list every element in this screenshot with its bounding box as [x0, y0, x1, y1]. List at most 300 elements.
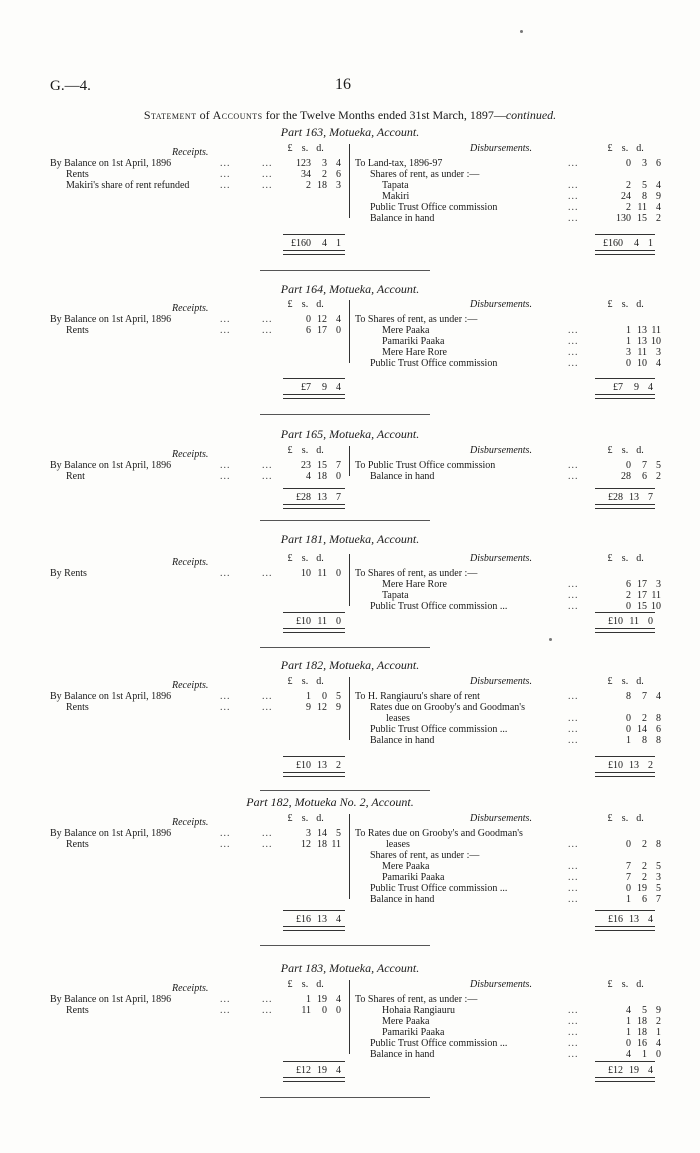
- disbursements-total-s: 13: [629, 760, 639, 771]
- disbursement-amount-d: 9: [656, 191, 661, 202]
- receipt-amount: [283, 325, 341, 336]
- receipt-leader: ...: [262, 691, 273, 702]
- receipts-subtotal-rule: [283, 612, 345, 613]
- account-name: Motueka, Account.: [329, 282, 420, 296]
- disbursement-leader: ...: [568, 724, 579, 735]
- receipt-line: By Rents: [50, 568, 87, 579]
- receipt-leader: ...: [220, 994, 231, 1005]
- receipts-total-rule: [283, 394, 345, 399]
- receipts-label: Receipts.: [172, 983, 209, 994]
- receipt-leader: ...: [262, 994, 273, 1005]
- disbursements-total: [595, 238, 653, 249]
- disbursement-line: Balance in hand: [370, 213, 435, 224]
- disbursement-amount-l: 0: [626, 1038, 631, 1049]
- disbursement-amount: [603, 861, 661, 872]
- disbursement-amount: [603, 713, 661, 724]
- receipts-total-s: 9: [322, 382, 327, 393]
- account-heading: [0, 963, 700, 974]
- receipt-amount-s: 0: [322, 1005, 327, 1016]
- receipts-total-d: 4: [336, 1065, 341, 1076]
- unit-pence: d.: [316, 143, 324, 154]
- disbursements-total: [595, 760, 653, 771]
- account-separator: [260, 1097, 430, 1098]
- disbursements-total-s: 19: [629, 1065, 639, 1076]
- disbursement-leader: ...: [568, 691, 579, 702]
- account-part: Part 182,: [246, 795, 292, 809]
- receipt-line: Rents: [66, 1005, 89, 1016]
- disbursement-line: Mere Paaka: [382, 325, 430, 336]
- column-divider: [349, 554, 350, 606]
- receipt-leader: ...: [220, 169, 231, 180]
- receipts-units: [283, 445, 327, 456]
- receipt-leader: ...: [262, 568, 273, 579]
- disbursements-units: [603, 813, 647, 824]
- receipt-amount-l: 1: [306, 994, 311, 1005]
- disbursement-line: Public Trust Office commission: [370, 358, 498, 369]
- disbursement-amount-d: 3: [656, 347, 661, 358]
- disbursement-line: Shares of rent, as under :—: [370, 850, 480, 861]
- receipts-subtotal-rule: [283, 910, 345, 911]
- unit-shilling: s.: [301, 445, 309, 456]
- receipts-units: [283, 813, 327, 824]
- receipt-leader: ...: [262, 828, 273, 839]
- disbursement-line: Public Trust Office commission ...: [370, 883, 508, 894]
- unit-pound: £: [607, 676, 613, 687]
- column-divider: [349, 446, 350, 476]
- disbursement-amount-s: 2: [642, 872, 647, 883]
- disbursement-amount-l: 4: [626, 1049, 631, 1060]
- disbursement-amount-s: 16: [637, 1038, 647, 1049]
- disbursement-amount-d: 8: [656, 839, 661, 850]
- receipt-amount-s: 18: [317, 471, 327, 482]
- receipts-total-d: 4: [336, 382, 341, 393]
- receipts-subtotal-rule: [283, 378, 345, 379]
- receipts-total-l: £7: [301, 382, 311, 393]
- disbursement-amount-l: 7: [626, 861, 631, 872]
- disbursements-label: Disbursements.: [470, 676, 532, 687]
- disbursement-amount: [603, 1027, 661, 1038]
- receipts-label: Receipts.: [172, 557, 209, 568]
- receipt-line: Rents: [66, 325, 89, 336]
- receipt-amount-s: 19: [317, 994, 327, 1005]
- receipts-subtotal-rule: [283, 756, 345, 757]
- disbursement-amount-l: 0: [626, 883, 631, 894]
- disbursements-total-rule: [595, 394, 655, 399]
- disbursements-subtotal-rule: [595, 910, 655, 911]
- account-heading: [0, 127, 700, 138]
- receipts-total-l: £10: [296, 760, 311, 771]
- receipt-amount: [283, 158, 341, 169]
- disbursement-line: Mere Paaka: [382, 861, 430, 872]
- disbursement-amount-s: 11: [637, 347, 647, 358]
- disbursement-amount: [603, 894, 661, 905]
- disbursement-line: Makiri: [382, 191, 410, 202]
- receipt-line: By Balance on 1st April, 1896: [50, 828, 172, 839]
- title-of: of: [199, 108, 210, 122]
- receipt-leader: ...: [262, 1005, 273, 1016]
- receipt-amount-s: 0: [322, 691, 327, 702]
- receipt-amount-l: 0: [306, 314, 311, 325]
- receipt-line: By Balance on 1st April, 1896: [50, 314, 172, 325]
- disbursement-amount: [603, 1038, 661, 1049]
- account-separator: [260, 414, 430, 415]
- disbursement-line: Public Trust Office commission ...: [370, 601, 508, 612]
- disbursements-total-rule: [595, 926, 655, 931]
- receipts-total: [283, 760, 341, 771]
- disbursement-amount-d: 11: [651, 590, 661, 601]
- disbursement-line: Balance in hand: [370, 894, 435, 905]
- disbursement-amount: [603, 1016, 661, 1027]
- unit-shilling: s.: [301, 299, 309, 310]
- disbursements-total-s: 9: [634, 382, 639, 393]
- disbursements-subtotal-rule: [595, 378, 655, 379]
- unit-pence: d.: [636, 299, 644, 310]
- receipt-amount-d: 0: [336, 568, 341, 579]
- disbursement-amount-s: 15: [637, 601, 647, 612]
- receipt-amount-l: 12: [301, 839, 311, 850]
- disbursement-amount: [603, 358, 661, 369]
- disbursement-leader: ...: [568, 325, 579, 336]
- unit-pence: d.: [636, 676, 644, 687]
- account-part: Part 183,: [280, 961, 327, 975]
- unit-pound: £: [607, 299, 613, 310]
- disbursements-total-s: 11: [629, 616, 639, 627]
- disbursement-amount-d: 3: [656, 872, 661, 883]
- unit-pound: £: [287, 813, 293, 824]
- receipts-total: [283, 1065, 341, 1076]
- disbursement-amount-s: 19: [637, 883, 647, 894]
- disbursements-total-rule: [595, 772, 655, 777]
- disbursement-amount-l: 0: [626, 158, 631, 169]
- disbursement-amount: [603, 735, 661, 746]
- disbursements-label: Disbursements.: [470, 979, 532, 990]
- unit-pence: d.: [316, 676, 324, 687]
- receipts-total-rule: [283, 772, 345, 777]
- receipt-line: Rents: [66, 169, 89, 180]
- disbursement-amount: [603, 191, 661, 202]
- receipts-total-l: £10: [296, 616, 311, 627]
- account-heading: [0, 284, 700, 295]
- unit-pence: d.: [636, 553, 644, 564]
- disbursement-amount-s: 8: [642, 735, 647, 746]
- unit-pound: £: [607, 143, 613, 154]
- disbursements-total-l: £28: [608, 492, 623, 503]
- disbursement-amount-s: 1: [642, 1049, 647, 1060]
- receipt-leader: ...: [262, 158, 273, 169]
- receipt-leader: ...: [262, 702, 273, 713]
- disbursement-line: Mere Hare Rore: [382, 579, 447, 590]
- disbursements-units: [603, 445, 647, 456]
- unit-pound: £: [607, 813, 613, 824]
- disbursement-amount-s: 18: [637, 1027, 647, 1038]
- disbursement-amount-l: 28: [621, 471, 631, 482]
- receipt-amount-l: 6: [306, 325, 311, 336]
- title-accounts: Accounts: [212, 108, 263, 122]
- receipts-subtotal-rule: [283, 488, 345, 489]
- disbursements-total: [595, 382, 653, 393]
- receipt-amount-s: 15: [317, 460, 327, 471]
- disbursement-amount-s: 2: [642, 839, 647, 850]
- disbursement-leader: ...: [568, 213, 579, 224]
- column-divider: [349, 677, 350, 740]
- disbursement-amount-s: 6: [642, 471, 647, 482]
- unit-pence: d.: [316, 553, 324, 564]
- unit-pence: d.: [316, 979, 324, 990]
- disbursement-line: leases: [386, 713, 410, 724]
- receipt-amount-d: 7: [336, 460, 341, 471]
- account-separator: [260, 945, 430, 946]
- receipt-amount-s: 17: [317, 325, 327, 336]
- disbursement-line: To Shares of rent, as under :—: [355, 568, 478, 579]
- disbursement-leader: ...: [568, 735, 579, 746]
- disbursements-units: [603, 553, 647, 564]
- disbursement-amount-l: 7: [626, 872, 631, 883]
- disbursements-total-d: 4: [648, 382, 653, 393]
- receipts-total-l: £160: [291, 238, 311, 249]
- receipt-leader: ...: [220, 691, 231, 702]
- receipt-amount-l: 1: [306, 691, 311, 702]
- title-suffix: continued.: [505, 108, 557, 122]
- account-part: Part 165,: [280, 427, 327, 441]
- disbursement-amount: [603, 180, 661, 191]
- disbursement-amount-l: 1: [626, 1027, 631, 1038]
- disbursement-amount: [603, 1005, 661, 1016]
- disbursement-amount: [603, 872, 661, 883]
- receipts-total-l: £12: [296, 1065, 311, 1076]
- receipts-total-d: 2: [336, 760, 341, 771]
- unit-pence: d.: [316, 445, 324, 456]
- disbursement-amount-l: 0: [626, 460, 631, 471]
- receipt-amount-d: 0: [336, 471, 341, 482]
- unit-shilling: s.: [621, 143, 629, 154]
- disbursement-amount-d: 6: [656, 724, 661, 735]
- disbursement-leader: ...: [568, 1016, 579, 1027]
- disbursement-amount-d: 3: [656, 579, 661, 590]
- disbursements-total-d: 4: [648, 1065, 653, 1076]
- account-part: Part 164,: [280, 282, 327, 296]
- disbursement-amount-s: 18: [637, 1016, 647, 1027]
- account-heading: [0, 429, 700, 440]
- receipt-leader: ...: [220, 568, 231, 579]
- disbursement-leader: ...: [568, 872, 579, 883]
- disbursement-leader: ...: [568, 883, 579, 894]
- receipt-amount-d: 4: [336, 994, 341, 1005]
- disbursement-leader: ...: [568, 1027, 579, 1038]
- disbursement-amount: [603, 601, 661, 612]
- receipt-amount-d: 5: [336, 828, 341, 839]
- disbursement-amount-s: 7: [642, 460, 647, 471]
- unit-shilling: s.: [621, 299, 629, 310]
- unit-pound: £: [607, 445, 613, 456]
- receipt-leader: ...: [262, 839, 273, 850]
- account-name: Motueka, Account.: [329, 532, 420, 546]
- receipt-amount-s: 2: [322, 169, 327, 180]
- receipt-leader: ...: [220, 325, 231, 336]
- disbursement-amount-l: 1: [626, 735, 631, 746]
- disbursement-leader: ...: [568, 471, 579, 482]
- title-prefix: Statement: [143, 108, 197, 122]
- disbursement-amount-l: 24: [621, 191, 631, 202]
- disbursement-amount-d: 10: [651, 336, 661, 347]
- account-separator: [260, 790, 430, 791]
- receipts-label: Receipts.: [172, 449, 209, 460]
- page-number: 16: [335, 76, 351, 93]
- receipt-amount-s: 12: [317, 702, 327, 713]
- receipt-leader: ...: [262, 460, 273, 471]
- disbursement-amount-l: 1: [626, 325, 631, 336]
- unit-shilling: s.: [301, 143, 309, 154]
- disbursements-subtotal-rule: [595, 612, 655, 613]
- receipt-amount-d: 5: [336, 691, 341, 702]
- receipt-amount-d: 9: [336, 702, 341, 713]
- receipt-amount-l: 23: [301, 460, 311, 471]
- disbursement-amount: [603, 213, 661, 224]
- disbursement-amount-l: 3: [626, 347, 631, 358]
- title-middle: for the Twelve Months ended 31st March, 1897—: [265, 108, 506, 122]
- receipt-leader: ...: [262, 180, 273, 191]
- receipts-label: Receipts.: [172, 147, 209, 158]
- receipts-total-l: £16: [296, 914, 311, 925]
- disbursement-amount-d: 2: [656, 471, 661, 482]
- unit-pence: d.: [636, 813, 644, 824]
- disbursement-amount-l: 6: [626, 579, 631, 590]
- disbursement-amount-s: 11: [637, 202, 647, 213]
- disbursement-amount-l: 2: [626, 180, 631, 191]
- receipt-amount-l: 4: [306, 471, 311, 482]
- receipt-leader: ...: [220, 1005, 231, 1016]
- disbursement-amount-d: 5: [656, 861, 661, 872]
- disbursements-label: Disbursements.: [470, 553, 532, 564]
- column-divider: [349, 980, 350, 1054]
- account-heading: [0, 797, 680, 808]
- receipts-units: [283, 299, 327, 310]
- disbursement-line: Public Trust Office commission ...: [370, 1038, 508, 1049]
- disbursement-leader: ...: [568, 713, 579, 724]
- unit-shilling: s.: [621, 979, 629, 990]
- disbursement-line: Public Trust Office commission ...: [370, 724, 508, 735]
- unit-pound: £: [287, 676, 293, 687]
- disbursement-line: Mere Paaka: [382, 1016, 430, 1027]
- column-divider: [349, 300, 350, 363]
- receipt-amount-s: 18: [317, 180, 327, 191]
- unit-pound: £: [287, 979, 293, 990]
- disbursement-amount: [603, 460, 661, 471]
- receipt-amount-d: 0: [336, 1005, 341, 1016]
- disbursement-leader: ...: [568, 460, 579, 471]
- disbursement-amount-s: 17: [637, 590, 647, 601]
- unit-pence: d.: [636, 979, 644, 990]
- unit-shilling: s.: [621, 676, 629, 687]
- disbursement-line: Tapata: [382, 180, 409, 191]
- disbursement-amount: [603, 691, 661, 702]
- receipts-total-s: 11: [317, 616, 327, 627]
- disbursements-total-s: 13: [629, 492, 639, 503]
- disbursements-total: [595, 914, 653, 925]
- account-part: Part 181,: [280, 532, 327, 546]
- disbursements-total-l: £10: [608, 760, 623, 771]
- disbursements-subtotal-rule: [595, 756, 655, 757]
- disbursement-line: leases: [386, 839, 410, 850]
- account-part: Part 163,: [280, 125, 327, 139]
- disbursements-units: [603, 299, 647, 310]
- disbursement-amount: [603, 325, 661, 336]
- disbursements-total: [595, 616, 653, 627]
- disbursement-leader: ...: [568, 1038, 579, 1049]
- disbursement-amount-s: 7: [642, 691, 647, 702]
- disbursement-leader: ...: [568, 158, 579, 169]
- disbursements-total-l: £12: [608, 1065, 623, 1076]
- receipt-leader: ...: [220, 158, 231, 169]
- receipt-amount-s: 14: [317, 828, 327, 839]
- disbursements-total-l: £16: [608, 914, 623, 925]
- disbursement-amount: [603, 158, 661, 169]
- disbursement-amount-s: 13: [637, 336, 647, 347]
- disbursement-line: Pamariki Paaka: [382, 1027, 445, 1038]
- disbursement-leader: ...: [568, 191, 579, 202]
- disbursement-line: To Public Trust Office commission: [355, 460, 496, 471]
- disbursements-total: [595, 1065, 653, 1076]
- disbursement-amount-s: 3: [642, 158, 647, 169]
- disbursement-line: Rates due on Grooby's and Goodman's: [370, 702, 525, 713]
- disbursement-leader: ...: [568, 347, 579, 358]
- disbursement-amount-l: 0: [626, 713, 631, 724]
- column-divider: [349, 814, 350, 899]
- disbursement-line: Hohaia Rangiauru: [382, 1005, 456, 1016]
- receipt-amount: [283, 702, 341, 713]
- receipt-leader: ...: [262, 471, 273, 482]
- unit-pence: d.: [636, 143, 644, 154]
- disbursement-line: To Shares of rent, as under :—: [355, 314, 478, 325]
- disbursement-leader: ...: [568, 358, 579, 369]
- disbursements-label: Disbursements.: [470, 299, 532, 310]
- receipts-label: Receipts.: [172, 817, 209, 828]
- receipts-units: [283, 676, 327, 687]
- receipt-amount-l: 2: [306, 180, 311, 191]
- receipts-total: [283, 616, 341, 627]
- disbursements-total-d: 1: [648, 238, 653, 249]
- receipts-total-d: 1: [336, 238, 341, 249]
- account-name: Motueka No. 2, Account.: [294, 795, 414, 809]
- receipt-amount-l: 10: [301, 568, 311, 579]
- receipt-amount: [283, 839, 341, 850]
- receipts-total-s: 13: [317, 492, 327, 503]
- disbursement-amount-s: 6: [642, 894, 647, 905]
- receipt-leader: ...: [262, 314, 273, 325]
- unit-pence: d.: [316, 813, 324, 824]
- receipts-units: [283, 143, 327, 154]
- disbursements-total: [595, 492, 653, 503]
- disbursements-total-d: 7: [648, 492, 653, 503]
- account-heading: [0, 534, 700, 545]
- receipt-leader: ...: [220, 702, 231, 713]
- receipt-leader: ...: [220, 180, 231, 191]
- disbursement-leader: ...: [568, 861, 579, 872]
- unit-pound: £: [607, 553, 613, 564]
- receipts-subtotal-rule: [283, 234, 345, 235]
- disbursements-subtotal-rule: [595, 488, 655, 489]
- receipt-amount-d: 6: [336, 169, 341, 180]
- disbursement-leader: ...: [568, 1005, 579, 1016]
- disbursement-amount-l: 0: [626, 724, 631, 735]
- receipt-line: By Balance on 1st April, 1896: [50, 994, 172, 1005]
- scan-speck: [520, 30, 523, 33]
- receipts-total-s: 13: [317, 914, 327, 925]
- receipts-total-rule: [283, 628, 345, 633]
- disbursement-line: Balance in hand: [370, 735, 435, 746]
- receipts-total-rule: [283, 504, 345, 509]
- receipts-label: Receipts.: [172, 303, 209, 314]
- disbursement-amount-d: 9: [656, 1005, 661, 1016]
